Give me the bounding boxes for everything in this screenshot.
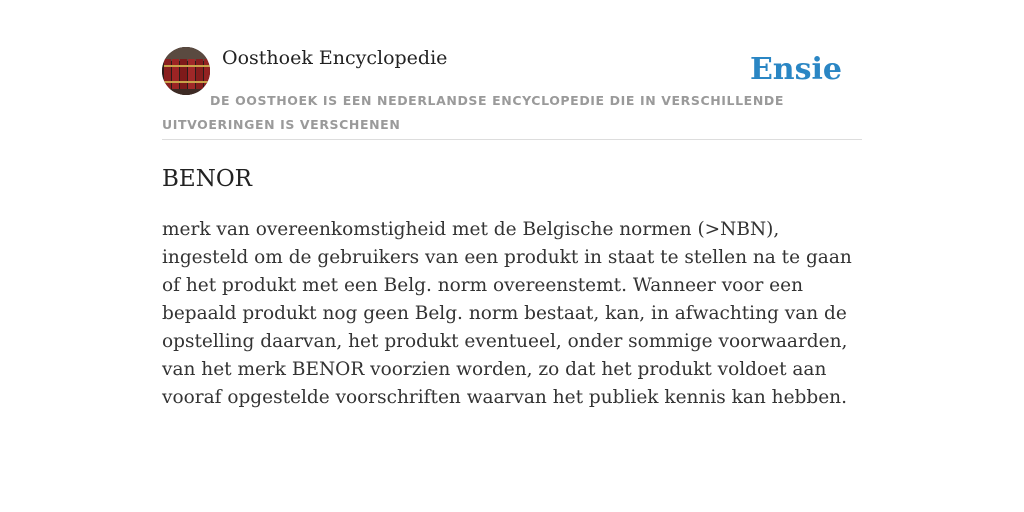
- brand-logo[interactable]: Ensie: [749, 52, 842, 87]
- encyclopedia-books-icon: [162, 47, 210, 95]
- article-body: merk van overeenkomstigheid met de Belgische normen (>NBN), ingesteld om de gebruikers van een produkt in staat te stellen na te gaan of het produkt met een Belg. norm overeenstemt. Wanneer voor een bepaald produkt nog geen Belg. norm bestaat, kan, in afwachting van de opstelling daarvan, het produkt eventueel, onder sommige voorwaarden, van het merk BENOR voorzien worden, zo dat het produkt voldoet aan vooraf opgestelde voorschriften waarvan het publiek kennis kan hebben.: [162, 219, 852, 408]
- source-tagline: DE OOSTHOEK IS EEN NEDERLANDSE ENCYCLOPEDIE DIE IN VERSCHILLENDE UITVOERINGEN IS VERSCHENEN: [162, 93, 784, 132]
- divider: [162, 139, 862, 140]
- article-title: BENOR: [162, 166, 252, 192]
- source-name[interactable]: Oosthoek Encyclopedie: [222, 47, 448, 69]
- share-card: [162, 0, 862, 512]
